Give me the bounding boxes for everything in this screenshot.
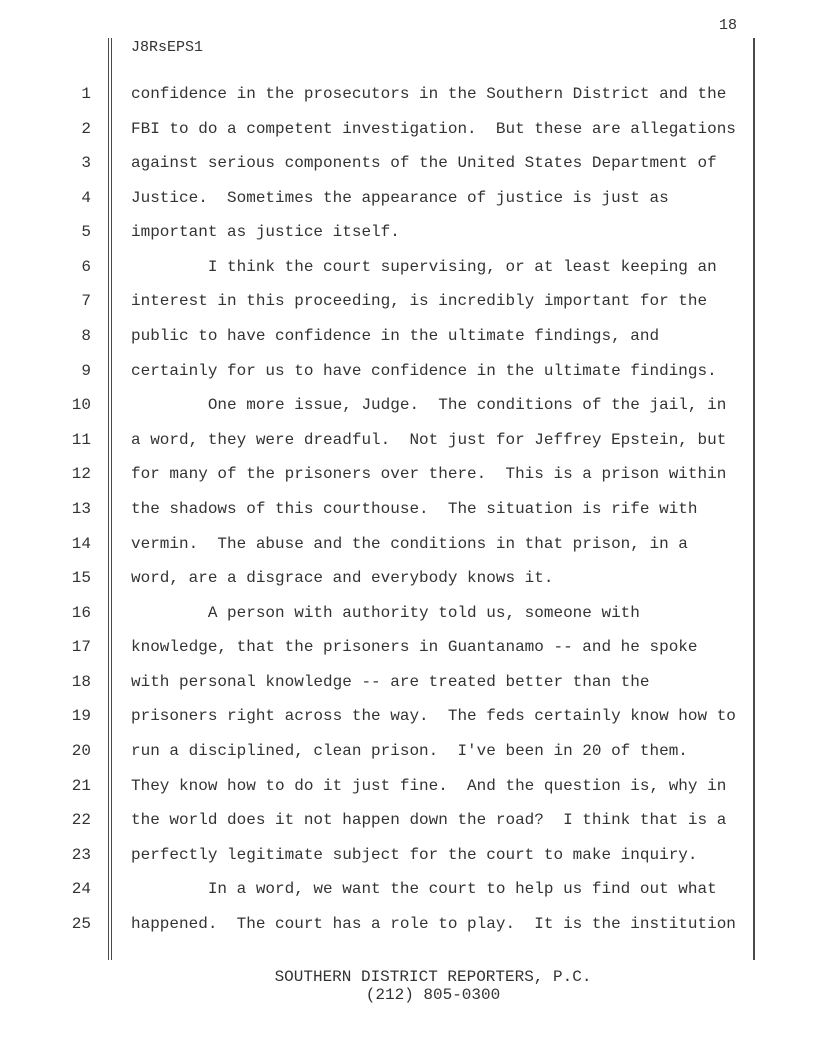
transcript-line	[0, 561, 816, 596]
line-number: 1	[81, 85, 91, 103]
transcript-lines	[0, 77, 816, 941]
line-number: 14	[71, 534, 91, 553]
line-number: 4	[81, 188, 91, 207]
line-number: 6	[81, 257, 91, 276]
line-number: 24	[71, 880, 91, 899]
line-number: 19	[71, 707, 91, 726]
transcript-line	[0, 250, 816, 285]
line-text: interest in this proceeding, is incredibly important for the	[131, 292, 708, 311]
transcript-line	[0, 630, 816, 665]
transcript-line	[0, 284, 816, 319]
line-text: important as justice itself.	[131, 223, 400, 242]
transcript-line	[0, 527, 816, 562]
transcript-line	[0, 77, 816, 112]
line-number: 18	[71, 672, 91, 691]
line-text: They know how to do it just fine. And the question is, why in	[131, 776, 727, 795]
line-number: 16	[71, 603, 91, 622]
footer-reporter-name: SOUTHERN DISTRICT REPORTERS, P.C.	[274, 968, 592, 986]
transcript-line	[0, 354, 816, 389]
transcript-line	[0, 803, 816, 838]
header-code: J8RsEPS1	[131, 39, 204, 56]
line-text: confidence in the prosecutors in the Southern District and the	[131, 85, 727, 103]
transcript-line	[0, 907, 816, 942]
transcript-line	[0, 734, 816, 769]
transcript-line	[0, 769, 816, 804]
line-text: In a word, we want the court to help us find out what	[131, 880, 717, 899]
line-number: 22	[71, 811, 91, 830]
line-number: 8	[81, 327, 91, 346]
line-number: 10	[71, 396, 91, 415]
line-text: One more issue, Judge. The conditions of the jail, in	[131, 396, 727, 415]
line-text: Justice. Sometimes the appearance of justice is just as	[131, 188, 669, 207]
transcript-line	[0, 423, 816, 458]
transcript-line	[0, 319, 816, 354]
transcript-line	[0, 146, 816, 181]
transcript-line	[0, 665, 816, 700]
line-number: 21	[71, 776, 91, 795]
footer-phone-number: (212) 805-0300	[365, 985, 501, 1004]
line-text: A person with authority told us, someone with	[131, 603, 640, 622]
transcript-line	[0, 112, 816, 147]
line-text: word, are a disgrace and everybody knows it.	[131, 569, 554, 588]
line-number: 15	[71, 569, 91, 588]
line-text: knowledge, that the prisoners in Guantanamo -- and he spoke	[131, 638, 698, 657]
line-text: happened. The court has a role to play. It is the institution	[131, 914, 736, 933]
line-text: the shadows of this courthouse. The situation is rife with	[131, 499, 698, 518]
line-text: a word, they were dreadful. Not just for Jeffrey Epstein, but	[131, 430, 727, 449]
footer	[113, 969, 753, 1004]
transcript-line	[0, 596, 816, 631]
transcript-line	[0, 388, 816, 423]
line-text: prisoners right across the way. The feds certainly know how to	[131, 707, 736, 726]
line-text: the world does it not happen down the road? I think that is a	[131, 811, 727, 830]
line-text: perfectly legitimate subject for the court to make inquiry.	[131, 845, 698, 864]
line-text: certainly for us to have confidence in the ultimate findings.	[131, 361, 717, 380]
transcript-line	[0, 838, 816, 873]
line-number: 20	[71, 741, 91, 760]
line-number: 2	[81, 119, 91, 138]
line-number: 9	[81, 361, 91, 380]
line-number: 5	[81, 223, 91, 242]
transcript-line	[0, 457, 816, 492]
transcript-line	[0, 699, 816, 734]
line-number: 12	[71, 465, 91, 484]
transcript-line	[0, 181, 816, 216]
line-text: for many of the prisoners over there. This is a prison within	[131, 465, 727, 484]
line-text: I think the court supervising, or at least keeping an	[131, 257, 717, 276]
line-text: public to have confidence in the ultimate findings, and	[131, 327, 660, 346]
line-number: 17	[71, 638, 91, 657]
line-number: 3	[81, 154, 91, 173]
line-text: FBI to do a competent investigation. But these are allegations	[131, 119, 736, 138]
line-number: 13	[71, 499, 91, 518]
line-text: vermin. The abuse and the conditions in that prison, in a	[131, 534, 688, 553]
transcript-line	[0, 872, 816, 907]
line-number: 7	[81, 292, 91, 311]
line-text: against serious components of the United States Department of	[131, 154, 717, 173]
transcript-line	[0, 492, 816, 527]
line-number: 23	[71, 845, 91, 864]
transcript-line	[0, 215, 816, 250]
line-text: with personal knowledge -- are treated better than the	[131, 672, 650, 691]
line-number: 11	[71, 430, 91, 449]
page-number: 18	[718, 17, 737, 34]
line-number: 25	[71, 914, 91, 933]
line-text: run a disciplined, clean prison. I've been in 20 of them.	[131, 741, 688, 760]
